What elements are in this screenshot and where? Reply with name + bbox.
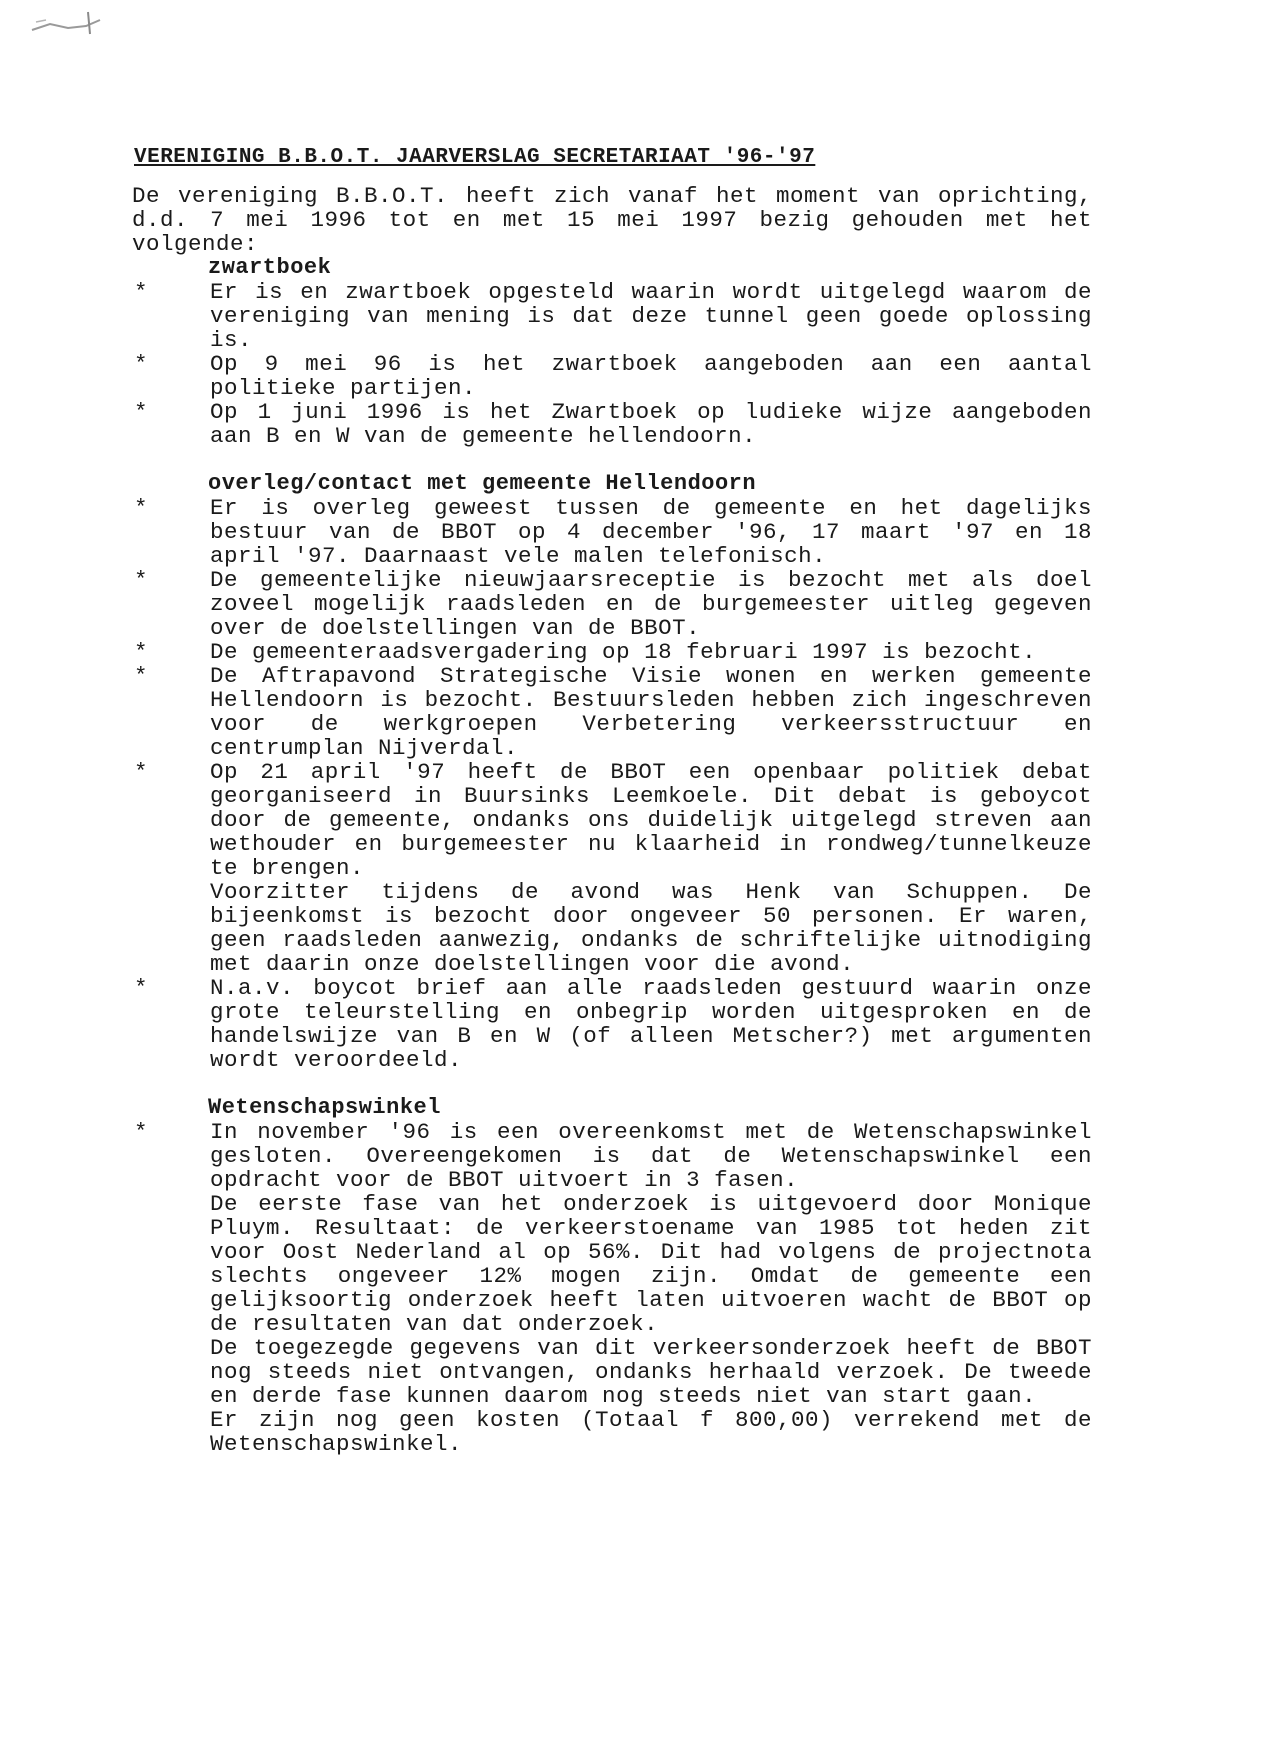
bullet-marker: * bbox=[134, 495, 149, 521]
document-body bbox=[132, 146, 1092, 1456]
section-overleg bbox=[132, 472, 1092, 1072]
bullet-marker: * bbox=[134, 567, 149, 593]
list-item bbox=[132, 976, 1092, 1072]
item-text: Er is overleg geweest tussen de gemeente en het dagelijks bestuur van de BBOT op 4 december '96, 17 maart '97 en 18 april '97. Daarnaast vele malen telefonisch. bbox=[210, 495, 1092, 569]
bullet-marker: * bbox=[134, 759, 149, 785]
item-text: N.a.v. boycot brief aan alle raadsleden gestuurd waarin onze grote teleurstelling en onbegrip worden uitgesproken en de handelswijze van B en W (of alleen Metscher?) met argumenten wordt veroordeeld. bbox=[210, 975, 1092, 1073]
section-zwartboek bbox=[132, 256, 1092, 448]
list-item bbox=[132, 496, 1092, 568]
item-text: Op 1 juni 1996 is het Zwartboek op ludieke wijze aangeboden aan B en W van de gemeente hellendoorn. bbox=[210, 399, 1092, 449]
bullet-marker: * bbox=[134, 351, 149, 377]
list-item bbox=[132, 280, 1092, 352]
list-item bbox=[132, 1120, 1092, 1456]
section-wetenschapswinkel bbox=[132, 1096, 1092, 1456]
item-text: In november '96 is een overeenkomst met de Wetenschapswinkel gesloten. Overeengekomen is dat de Wetenschapswinkel een opdracht voor de BBOT uitvoert in 3 fasen. bbox=[210, 1119, 1092, 1193]
list-item bbox=[132, 664, 1092, 760]
item-text: De gemeentelijke nieuwjaarsreceptie is bezocht met als doel zoveel mogelijk raadsleden en de burgemeester uitleg gegeven over de doelstellingen van de BBOT. bbox=[210, 567, 1092, 641]
list-item bbox=[132, 352, 1092, 400]
list-item bbox=[132, 760, 1092, 976]
document-title: VERENIGING B.B.O.T. JAARVERSLAG SECRETARIAAT '96-'97 bbox=[134, 146, 816, 169]
staple-mark-icon bbox=[28, 8, 118, 42]
intro-paragraph: De vereniging B.B.O.T. heeft zich vanaf het moment van oprichting, d.d. 7 mei 1996 tot en met 15 mei 1997 bezig gehouden met het volgende: bbox=[132, 183, 1092, 257]
section-heading: zwartboek bbox=[208, 255, 332, 280]
item-text: Voorzitter tijdens de avond was Henk van Schuppen. De bijeenkomst is bezocht door ongeveer 50 personen. Er waren, geen raadsleden aanwezig, ondanks de schriftelijke uitnodiging met daarin onze doelstellingen voor die avond. bbox=[210, 879, 1092, 977]
item-text: De toegezegde gegevens van dit verkeersonderzoek heeft de BBOT nog steeds niet ontvangen, ondanks herhaald verzoek. De tweede en derde fase kunnen daarom nog steeds niet van start gaan. bbox=[210, 1335, 1092, 1409]
bullet-marker: * bbox=[134, 279, 149, 305]
item-text: De Aftrapavond Strategische Visie wonen en werken gemeente Hellendoorn is bezocht. Bestuursleden hebben zich ingeschreven voor de werkgroepen Verbetering verkeersstructuur en centrumplan Nijverdal. bbox=[210, 663, 1092, 761]
bullet-marker: * bbox=[134, 663, 149, 689]
item-text: De gemeenteraadsvergadering op 18 februari 1997 is bezocht. bbox=[210, 639, 1037, 665]
section-heading: overleg/contact met gemeente Hellendoorn bbox=[208, 471, 757, 496]
bullet-marker: * bbox=[134, 639, 149, 665]
list-item bbox=[132, 568, 1092, 640]
bullet-marker: * bbox=[134, 1119, 149, 1145]
item-text: Op 9 mei 96 is het zwartboek aangeboden aan een aantal politieke partijen. bbox=[210, 351, 1092, 401]
item-text: Er zijn nog geen kosten (Totaal f 800,00) verrekend met de Wetenschapswinkel. bbox=[210, 1407, 1092, 1457]
list-item bbox=[132, 400, 1092, 448]
section-heading: Wetenschapswinkel bbox=[208, 1095, 441, 1120]
item-text: De eerste fase van het onderzoek is uitgevoerd door Monique Pluym. Resultaat: de verkeerstoename van 1985 tot heden zit voor Oost Nederland al op 56%. Dit had volgens de projectnota slechts ongeveer 12% mogen zijn. Omdat de gemeente een gelijksoortig onderzoek heeft laten uitvoeren wacht de BBOT op de resultaten van dat onderzoek. bbox=[210, 1191, 1092, 1337]
item-text: Er is en zwartboek opgesteld waarin wordt uitgelegd waarom de vereniging van mening is dat deze tunnel geen goede oplossing is. bbox=[210, 279, 1092, 353]
bullet-marker: * bbox=[134, 975, 149, 1001]
bullet-marker: * bbox=[134, 399, 149, 425]
list-item bbox=[132, 640, 1092, 664]
item-text: Op 21 april '97 heeft de BBOT een openbaar politiek debat georganiseerd in Buursinks Leemkoele. Dit debat is geboycot door de gemeente, ondanks ons duidelijk uitgelegd streven aan wethouder en burgemeester nu klaarheid in rondweg/tunnelkeuze te brengen. bbox=[210, 759, 1092, 881]
